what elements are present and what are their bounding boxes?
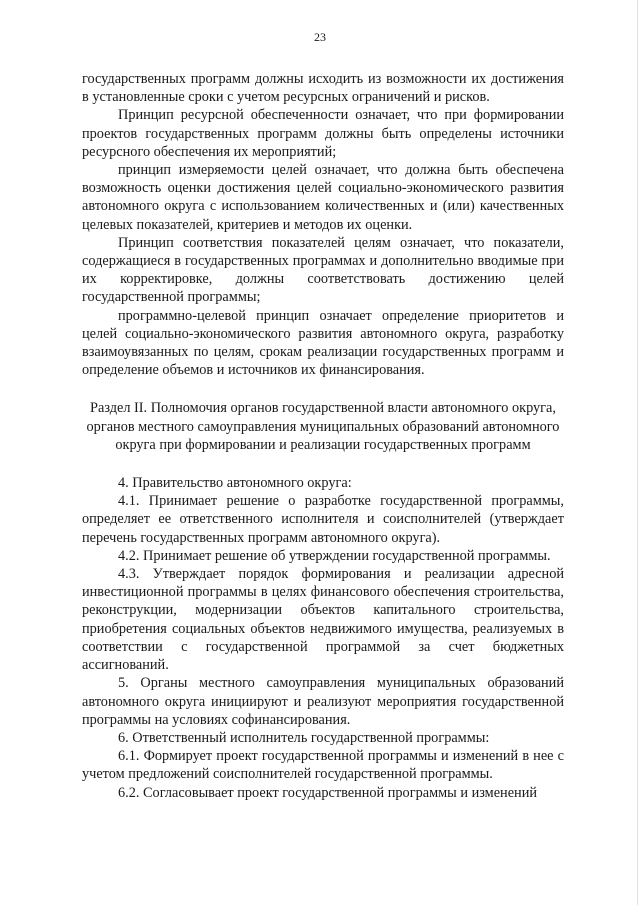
paragraph: программно-целевой принцип означает определение приоритетов и целей социально-экономического развития автономного округа, разработку взаимоувязанных по целям, срокам реализации государственных программ и определение объемов и источников их финансирования. [82,307,564,379]
section-heading: Раздел II. Полномочия органов государственной власти автономного округа, органов местного самоуправления муниципальных образований автономного округа при формировании и реализации государственных программ [86,400,560,453]
list-item: 5. Органы местного самоуправления муниципальных образований автономного округа инициируют и реализуют мероприятия государственной программы на условиях софинансирования. [82,675,564,728]
paragraph: государственных программ должны исходить из возможности их достижения в установленные сроки с учетом ресурсных ограничений и рисков. [82,71,564,106]
paragraph: Принцип ресурсной обеспеченности означает, что при формировании проектов государственных программ должны быть определены источники ресурсного обеспечения их мероприятий; [82,107,564,160]
list-item: 4.3. Утверждает порядок формирования и реализации адресной инвестиционной программы в целях финансового обеспечения строительства, реконструкции, модернизации объектов капитального строительства, приобретения социальных объектов недвижимого имущества, реализуемых в соответствии с государственной программой за счет бюджетных ассигнований. [82,566,564,674]
list-item: 4. Правительство автономного округа: [118,475,352,492]
paragraph: принцип измеряемости целей означает, что должна быть обеспечена возможность оценки достижения целей социально-экономического развития автономного округа с использованием количественных и (или) качественных целевых показателей, критериев и методов их оценки. [82,162,564,233]
list-item: 6. Ответственный исполнитель государственной программы: [118,729,490,746]
list-item: 4.2. Принимает решение об утверждении государственной программы. [118,547,551,564]
list-item: 6.2. Согласовывает проект государственной программы и изменений [118,784,538,801]
paragraph: Принцип соответствия показателей целям означает, что показатели, содержащиеся в государственных программах и дополнительно вводимые при их корректировке, должны соответствовать достижению целей государственной программы; [82,234,564,306]
scan-edge-line [637,0,638,905]
page-number: 23 [314,30,326,44]
list-item: 6.1. Формирует проект государственной программы и изменений в нее с учетом предложений соисполнителей государственной программы. [82,748,564,783]
document-body [82,70,564,802]
list-item: 4.1. Принимает решение о разработке государственной программы, определяет ее ответственного исполнителя и соисполнителей (утверждает перечень государственных программ автономного округа). [82,493,564,546]
